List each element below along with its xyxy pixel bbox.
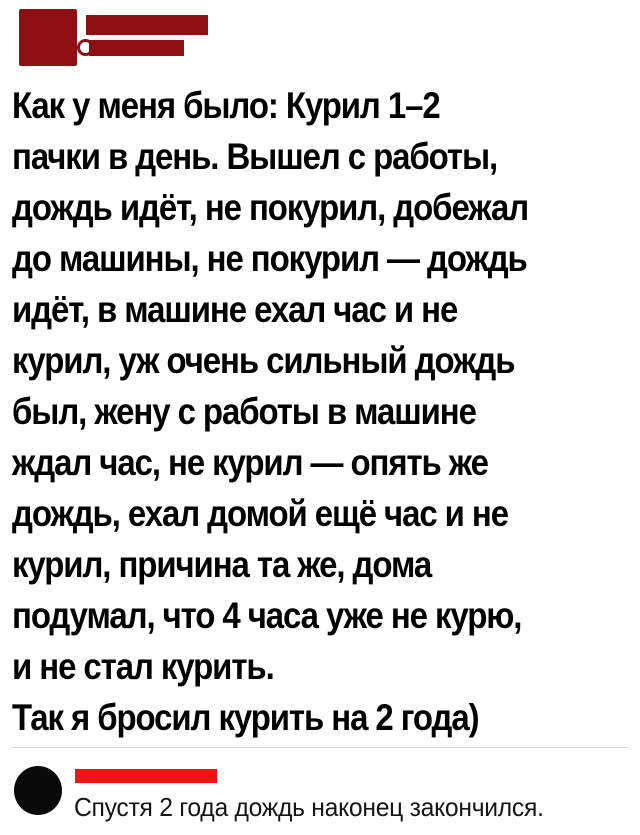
post-text-line-12: и не стал курить. [12, 646, 274, 687]
post-text-line-11: подумал, что 4 часа уже не курю, [12, 595, 522, 636]
post-text-line-13: Так я бросил курить на 2 года) [12, 697, 479, 738]
post-text-line-9: дождь, ехал домой ещё час и не [12, 493, 508, 534]
post-text-line-7: был, жену с работы в машине [12, 391, 476, 432]
post-text-line-3: дождь идёт, не покурил, добежал [12, 187, 529, 228]
post-text-line-5: идёт, в машине ехал час и не [12, 289, 458, 330]
redacted-subtitle-bar [89, 40, 184, 56]
post-avatar-redacted [19, 9, 77, 66]
comment-text: Спустя 2 года дождь наконец закончился. [74, 792, 544, 822]
post-text-line-2: пачки в день. Вышел с работы, [12, 136, 498, 177]
post-body-text [12, 80, 640, 743]
post-text-line-4: до машины, не покурил — дождь [12, 238, 527, 279]
post-text-line-8: ждал час, не курил — опять же [12, 442, 488, 483]
redacted-username-bar [86, 15, 208, 35]
post-text-line-10: курил, причина та же, дома [12, 544, 432, 585]
redacted-commenter-name-bar [75, 769, 217, 783]
post-text-line-1: Как у меня было: Курил 1–2 [12, 85, 440, 126]
post-text-line-6: курил, уж очень сильный дождь [12, 340, 515, 381]
comment-avatar-redacted [14, 766, 62, 815]
comment-block [0, 748, 640, 835]
post-header [0, 0, 640, 75]
